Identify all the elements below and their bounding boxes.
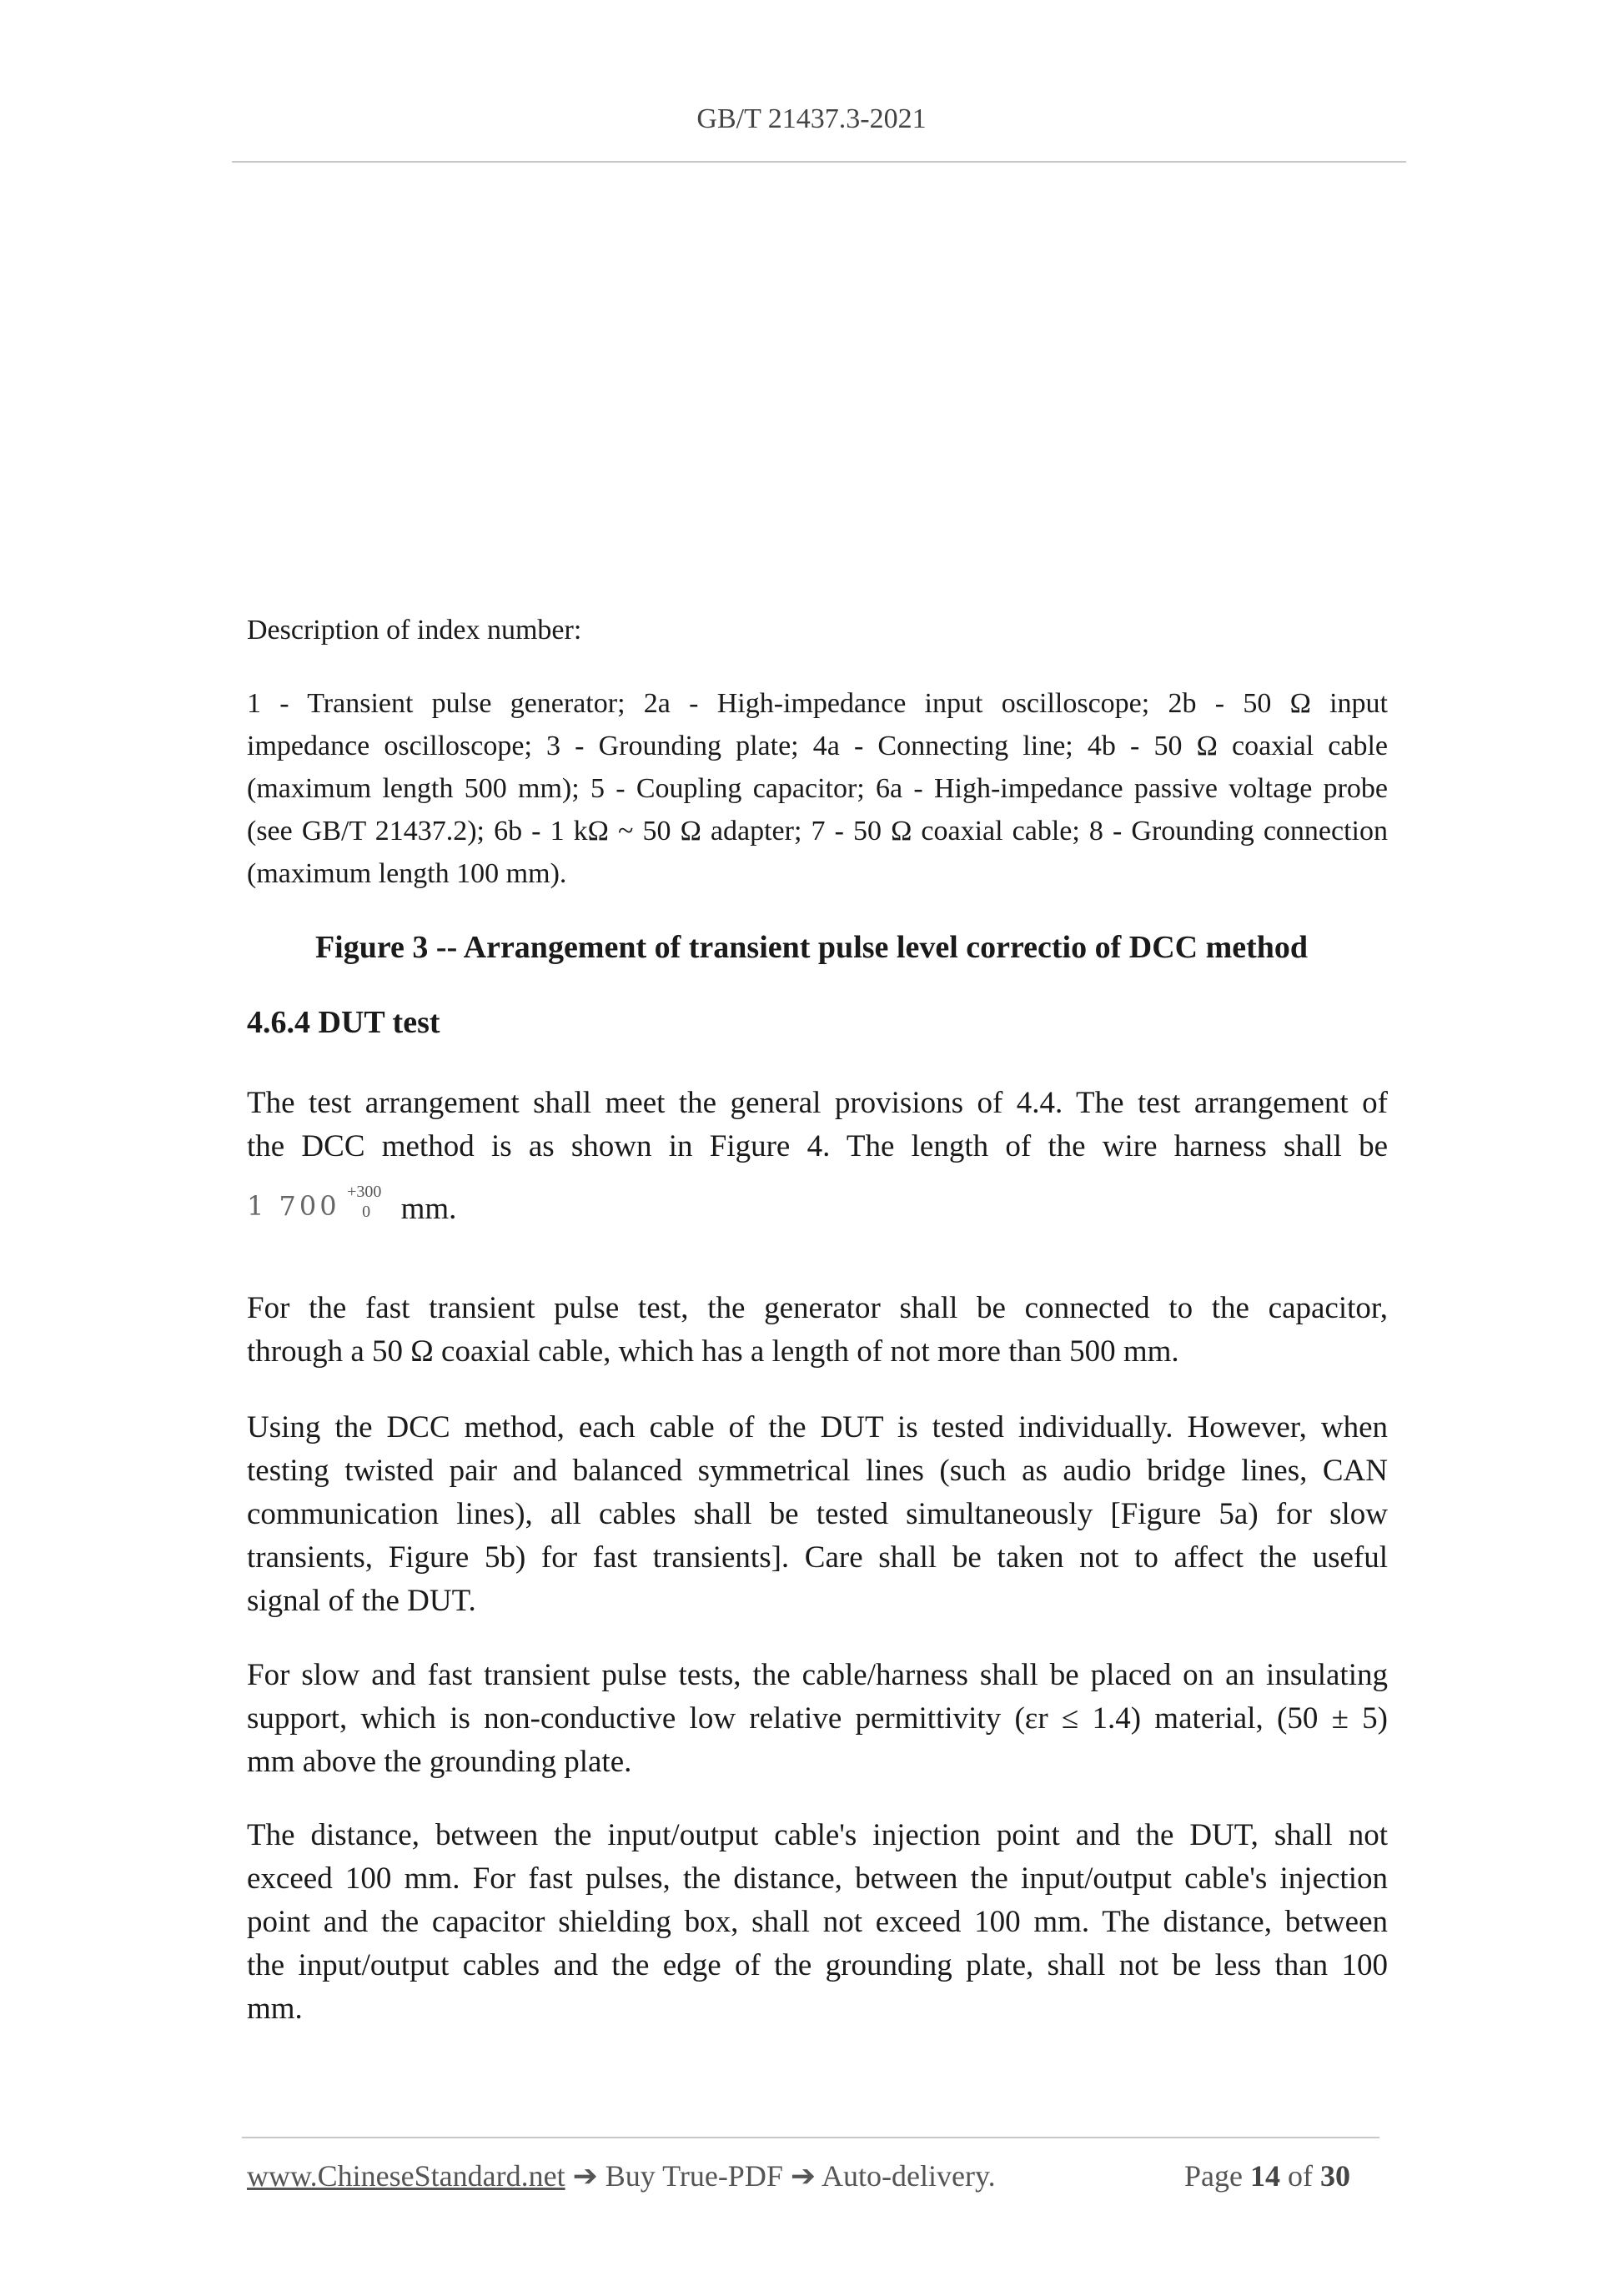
index-line: (see GB/T 21437.2); 6b - 1 kΩ ~ 50 Ω adapter; 7 - 50 Ω coaxial cable; 8 - Grounding connection: [247, 816, 1388, 847]
paragraph-line: Using the DCC method, each cable of the DUT is tested individually. However, when: [247, 1410, 1388, 1444]
current-page: 14: [1249, 2159, 1280, 2193]
paragraph-fast-transient: [247, 1287, 1388, 1374]
index-line: impedance oscilloscope; 3 - Grounding plate; 4a - Connecting line; 4b - 50 Ω coaxial cable: [247, 731, 1388, 761]
paragraph-insulating-support: [247, 1654, 1388, 1784]
header-divider: [232, 161, 1406, 163]
total-pages: 30: [1319, 2159, 1350, 2193]
paragraph-line: the DCC method is as shown in Figure 4. The length of the wire harness shall be: [247, 1129, 1388, 1163]
paragraph-line: signal of the DUT.: [247, 1584, 476, 1618]
section-heading: 4.6.4 DUT test: [247, 1005, 440, 1040]
paragraph-line: point and the capacitor shielding box, shall not exceed 100 mm. The distance, between: [247, 1905, 1388, 1939]
paragraph-line: testing twisted pair and balanced symmetrical lines (such as audio bridge lines, CAN: [247, 1454, 1388, 1488]
tolerance-unit: mm.: [400, 1192, 457, 1226]
paragraph-line: The test arrangement shall meet the general provisions of 4.4. The test arrangement of: [247, 1086, 1388, 1120]
buy-pdf-text: Buy True-PDF: [605, 2159, 783, 2193]
index-line: (maximum length 500 mm); 5 - Coupling capacitor; 6a - High-impedance passive voltage probe: [247, 773, 1388, 804]
footer-promo: [247, 2158, 996, 2193]
arrow-right-icon: ➔: [572, 2159, 598, 2193]
tolerance-lower: 0: [362, 1203, 371, 1221]
page-label: Page: [1184, 2159, 1243, 2193]
document-id-header: GB/T 21437.3-2021: [696, 103, 927, 134]
paragraph-line: communication lines), all cables shall be tested simultaneously [Figure 5a) for slow: [247, 1497, 1388, 1531]
index-line: (maximum length 100 mm).: [247, 858, 567, 889]
index-description-title: Description of index number:: [247, 615, 582, 646]
paragraph-dcc-method: [247, 1406, 1388, 1623]
website-link[interactable]: www.ChineseStandard.net: [247, 2159, 565, 2193]
tolerance-upper: +300: [347, 1183, 382, 1201]
figure-caption: Figure 3 -- Arrangement of transient pulse level correctio of DCC method: [314, 930, 1309, 965]
paragraph-line: through a 50 Ω coaxial cable, which has a length of not more than 500 mm.: [247, 1334, 1179, 1369]
arrow-right-icon: ➔: [790, 2159, 817, 2193]
paragraph-line: For the fast transient pulse test, the generator shall be connected to the capacitor,: [247, 1291, 1388, 1325]
paragraph-line: The distance, between the input/output cable's injection point and the DUT, shall not: [247, 1818, 1388, 1852]
tolerance-base-value: 1 700: [247, 1190, 340, 1222]
paragraph-line: transients, Figure 5b) for fast transients]. Care shall be taken not to affect the useful: [247, 1540, 1388, 1575]
harness-length-tolerance: [247, 1183, 457, 1226]
paragraph-injection-distance: [247, 1814, 1388, 2031]
page-number: [1184, 2158, 1350, 2193]
paragraph-line: exceed 100 mm. For fast pulses, the distance, between the input/output cable's injection: [247, 1861, 1388, 1896]
tolerance-limits: [347, 1183, 384, 1221]
paragraph-line: the input/output cables and the edge of the grounding plate, shall not be less than 100: [247, 1948, 1388, 1982]
paragraph-line: For slow and fast transient pulse tests, the cable/harness shall be placed on an insulating: [247, 1658, 1388, 1692]
footer-divider: [242, 2137, 1379, 2138]
paragraph-line: mm above the grounding plate.: [247, 1745, 632, 1779]
paragraph-line: support, which is non-conductive low relative permittivity (εr ≤ 1.4) material, (50 ± 5): [247, 1701, 1388, 1736]
index-line: 1 - Transient pulse generator; 2a - High-impedance input oscilloscope; 2b - 50 Ω input: [247, 688, 1388, 719]
of-label: of: [1287, 2159, 1313, 2193]
paragraph-test-arrangement: [247, 1082, 1388, 1168]
index-description-text: [247, 682, 1388, 895]
paragraph-line: mm.: [247, 1992, 303, 2026]
auto-delivery-text: Auto-delivery.: [822, 2159, 996, 2193]
